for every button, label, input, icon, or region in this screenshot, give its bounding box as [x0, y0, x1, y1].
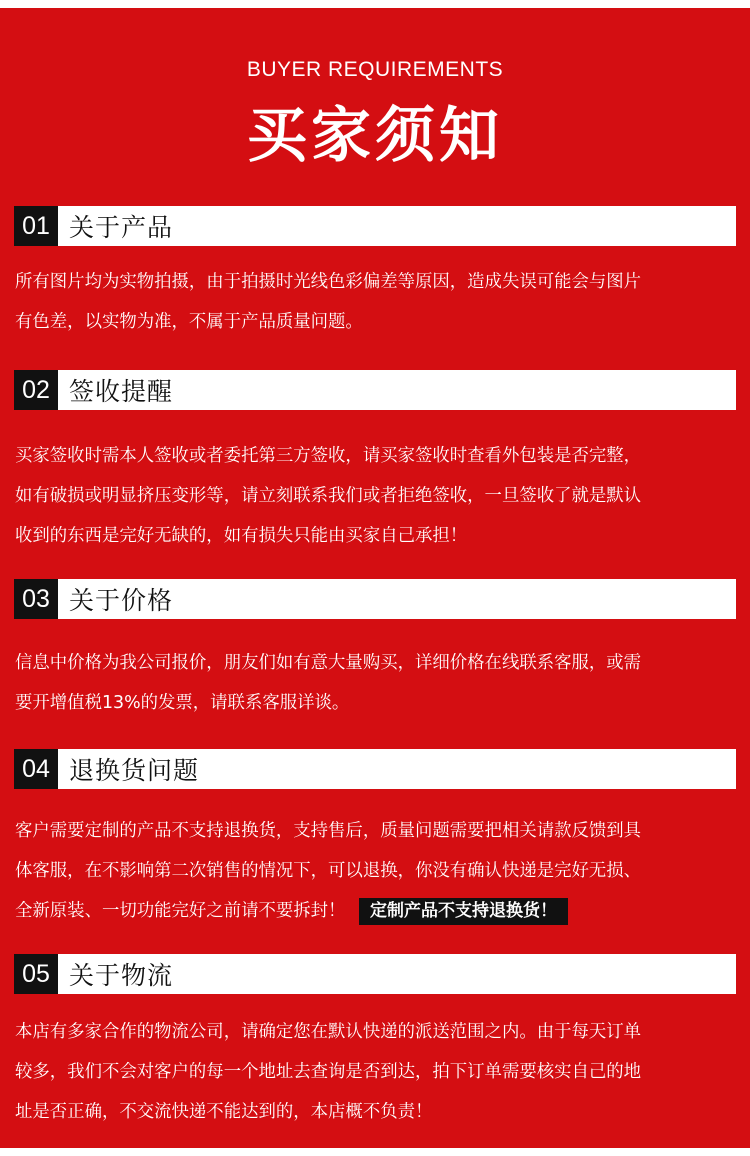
section-title: 关于价格 [69, 586, 174, 615]
section-body-price [15, 643, 737, 723]
section-header-delivery [14, 370, 736, 410]
body-line: 体客服，在不影响第二次销售的情况下，可以退换，你没有确认快递是完好无损、 [15, 861, 642, 881]
body-line: 本店有多家合作的物流公司，请确定您在默认快递的派送范围之内。由于每天订单 [15, 1022, 642, 1042]
section-header-returns [14, 749, 736, 789]
section-title: 签收提醒 [69, 377, 174, 406]
body-line: 如有破损或明显挤压变形等，请立刻联系我们或者拒绝签收，一旦签收了就是默认 [15, 486, 642, 506]
body-line-with-notice [15, 891, 737, 931]
section-title: 退换货问题 [69, 756, 200, 785]
section-body-returns [15, 811, 737, 931]
section-header-price [14, 579, 736, 619]
body-line: 较多，我们不会对客户的每一个地址去查询是否到达，拍下订单需要核实自己的地 [15, 1062, 642, 1082]
section-body-product [15, 262, 737, 342]
section-header-logistics [14, 954, 736, 994]
section-title: 关于产品 [69, 213, 174, 242]
page-title: 买家须知 [247, 101, 503, 171]
section-number: 03 [14, 579, 58, 619]
body-line: 客户需要定制的产品不支持退换货，支持售后，质量问题需要把相关请款反馈到具 [15, 821, 642, 841]
section-number: 02 [14, 370, 58, 410]
body-line: 址是否正确，不交流快递不能达到的，本店概不负责！ [15, 1102, 433, 1122]
body-line: 全新原装、一切功能完好之前请不要拆封！ [15, 901, 346, 921]
section-number: 04 [14, 749, 58, 789]
body-line: 信息中价格为我公司报价，朋友们如有意大量购买，详细价格在线联系客服，或需 [15, 653, 642, 673]
section-number: 05 [14, 954, 58, 994]
section-header-product [14, 206, 736, 246]
page-subtitle: BUYER REQUIREMENTS [246, 58, 504, 81]
body-line: 有色差，以实物为准，不属于产品质量问题。 [15, 312, 363, 332]
body-line: 所有图片均为实物拍摄，由于拍摄时光线色彩偏差等原因，造成失误可能会与图片 [15, 272, 642, 292]
section-number: 01 [14, 206, 58, 246]
section-body-logistics [15, 1012, 737, 1132]
custom-product-notice-badge: 定制产品不支持退换货！ [359, 898, 568, 925]
section-body-delivery [15, 436, 737, 556]
body-line: 买家签收时需本人签收或者委托第三方签收，请买家签收时查看外包装是否完整， [15, 446, 642, 466]
body-line: 要开增值税13%的发票，请联系客服详谈。 [15, 693, 350, 713]
section-title: 关于物流 [69, 961, 174, 990]
body-line: 收到的东西是完好无缺的，如有损失只能由买家自己承担！ [15, 526, 468, 546]
